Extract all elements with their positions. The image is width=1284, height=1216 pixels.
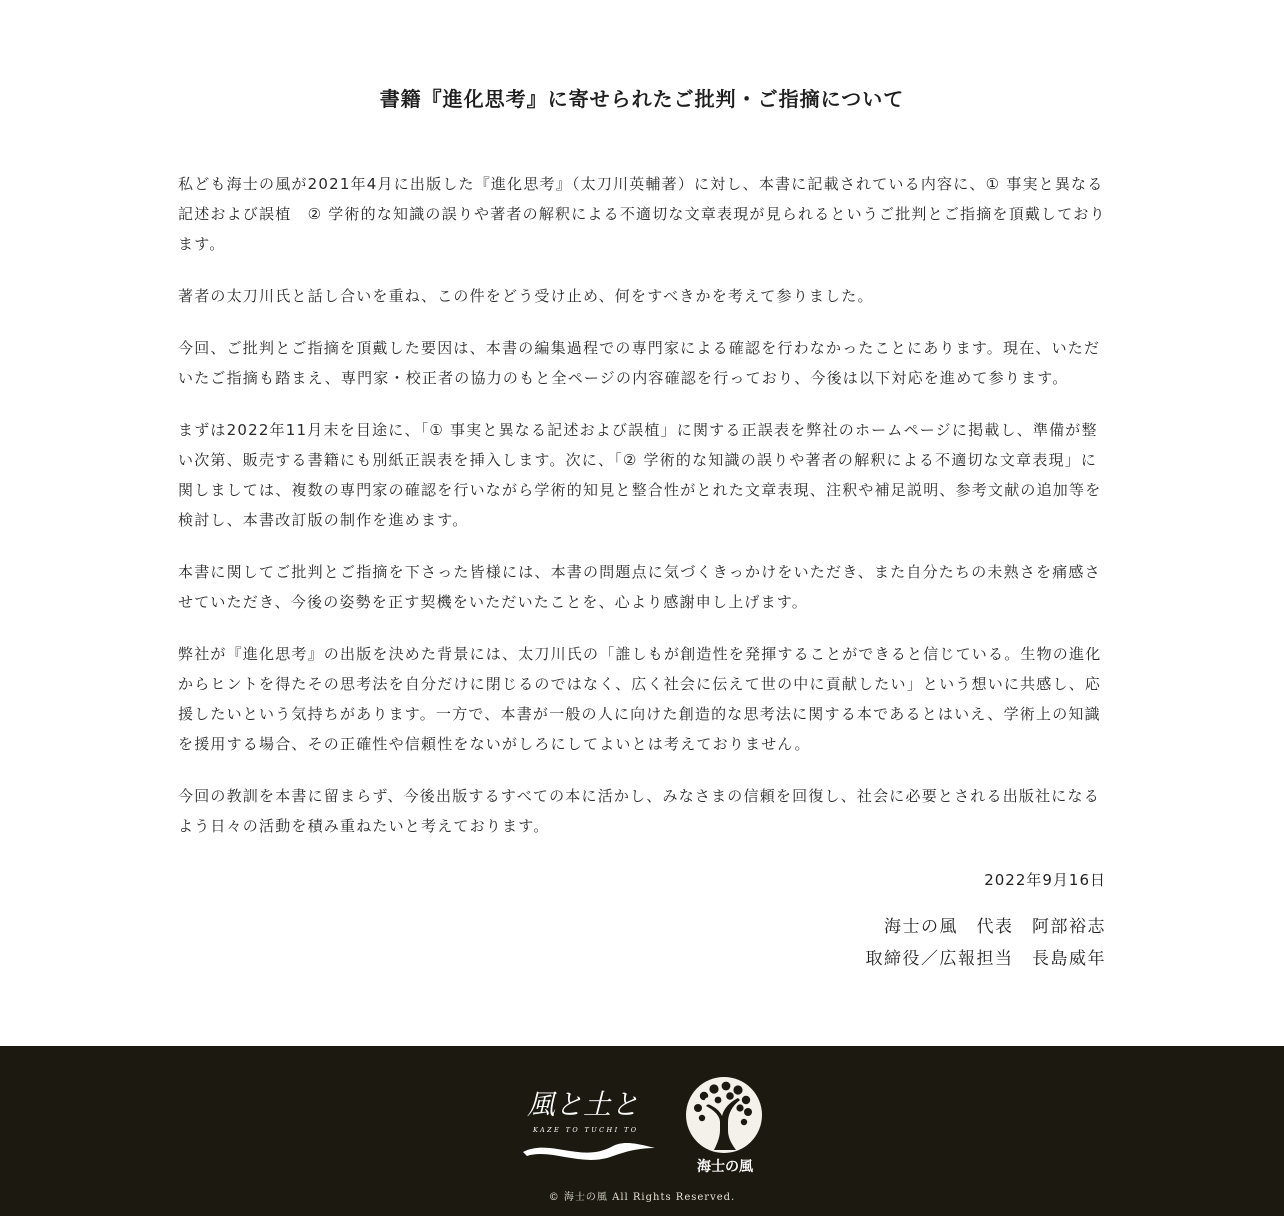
kaze-to-tsuchi-to-logo[interactable] (521, 1086, 661, 1166)
article (178, 0, 1106, 975)
kaze-to-tsuchi-to-logo-text: 風と土と (527, 1088, 640, 1121)
copyright-notice: © 海士の風 All Rights Reserved. (548, 1192, 736, 1203)
paragraph-6: 弊社が『進化思考』の出版を決めた背景には、太刀川氏の「誰しもが創造性を発揮することができると信じている。生物の進化からヒントを得たその思考法を自分だけに閉じるのではなく、広く社会に伝えて世の中に貢献したい」という想いに共感し、応援したいという気持ちがあります。一方で、本書が一般の人に向けた創造的な思考法に関する本であるとはいえ、学術上の知識を援用する場合、その正確性や信頼性をないがしろにしてよいとは考えておりません。 (178, 645, 1102, 753)
brush-stroke-icon (523, 1143, 655, 1160)
paragraph-1: 私ども海士の風が2021年4月に出版した『進化思考』（太刀川英輔著）に対し、本書に記載されている内容に、① 事実と異なる記述および誤植 ② 学術的な知識の誤りや著者の解釈による不適切な文章表現が見られるというご批判とご指摘を頂戴しております。 (178, 175, 1106, 253)
kaze-to-tsuchi-to-logo-romaji: KAZE TO TUCHI TO (533, 1126, 639, 1134)
signature-pr-director: 取締役／広報担当 長島威年 (865, 949, 1106, 969)
page-title: 書籍『進化思考』に寄せられたご批判・ご指摘について (379, 87, 905, 111)
paragraph-7: 今回の教訓を本書に留まらず、今後出版するすべての本に活かし、みなさまの信頼を回復し、社会に必要とされる出版社になるよう日々の活動を積み重ねたいと考えております。 (178, 787, 1100, 835)
ama-no-kaze-logo[interactable] (684, 1076, 766, 1176)
paragraph-4: まずは2022年11月末を目途に、「① 事実と異なる記述および誤植」に関する正誤表を弊社のホームページに掲載し、準備が整い次第、販売する書籍にも別紙正誤表を挿入します。次に、「② 学術的な知識の誤りや著者の解釈による不適切な文章表現」に関しましては、複数の専門家の確認を行いながら学術的知見と整合性がとれた文章表現、注釈や補足説明、参考文献の追加等を検討し、本書改訂版の制作を進めます。 (178, 421, 1102, 529)
ama-no-kaze-logo-text: 海士の風 (697, 1159, 753, 1175)
paragraph-3: 今回、ご批判とご指摘を頂戴した要因は、本書の編集過程での専門家による確認を行わなかったことにあります。現在、いただいたご指摘も踏まえ、専門家・校正者の協力のもと全ページの内容確認を行っており、今後は以下対応を進めて参ります。 (178, 339, 1101, 387)
signature-representative: 海士の風 代表 阿部裕志 (884, 917, 1106, 937)
publication-date: 2022年9月16日 (984, 871, 1106, 889)
signature-block (178, 911, 1106, 975)
paragraph-2: 著者の太刀川氏と話し合いを重ね、この件をどう受け止め、何をすべきかを考えて参りました。 (178, 287, 874, 305)
paragraph-5: 本書に関してご批判とご指摘を下さった皆様には、本書の問題点に気づくきっかけをいただき、また自分たちの未熟さを痛感させていただき、今後の姿勢を正す契機をいただいたことを、心より感謝申し上げます。 (178, 563, 1101, 611)
